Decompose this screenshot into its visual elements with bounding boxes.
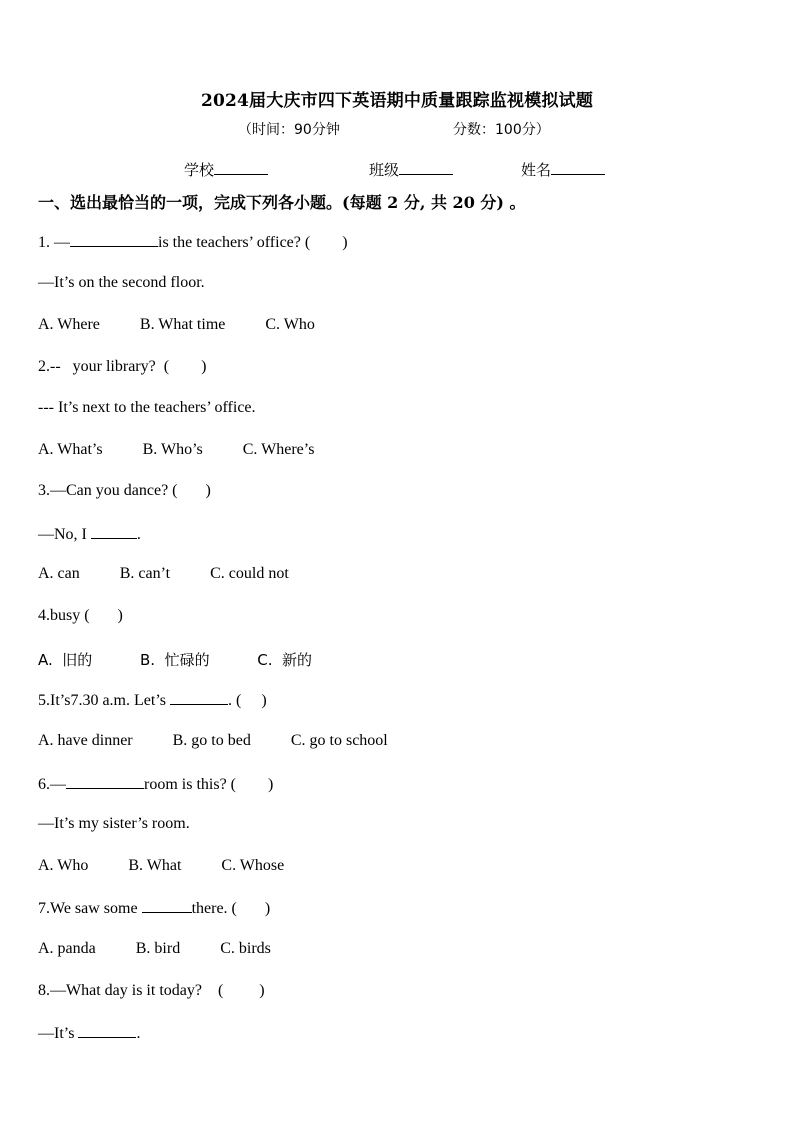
section-heading: 一、选出最恰当的一项，完成下列各小题。(每题 2 分, 共 20 分) 。 (38, 193, 526, 212)
question-5-prefix: 5.It’s7.30 a.m. Let’s (38, 692, 170, 709)
question-1-options: A. Where B. What time C. Who (38, 316, 315, 333)
school-label: 学校 (184, 161, 215, 179)
question-7-blank[interactable] (142, 898, 192, 913)
class-field (369, 159, 453, 180)
question-6-blank[interactable] (66, 774, 144, 789)
question-6-suffix: room is this? ( ) (144, 776, 274, 793)
exam-time: （时间：90分钟 (238, 122, 340, 138)
question-5-stem (38, 690, 267, 710)
question-8-stem: 8.—What day is it today? ( ) (38, 982, 265, 999)
question-5-blank[interactable] (170, 690, 228, 705)
question-3-answer-prefix: —No, I (38, 526, 91, 543)
page-title: 2024届大庆市四下英语期中质量跟踪监视模拟试题 (200, 91, 594, 111)
name-label: 姓名 (521, 161, 552, 179)
question-1-prefix: 1. — (38, 234, 70, 251)
question-7-prefix: 7.We saw some (38, 900, 142, 917)
question-3-answer (38, 524, 141, 544)
question-1-stem (38, 232, 348, 252)
question-3-options: A. can B. can’t C. could not (38, 565, 289, 582)
name-blank[interactable] (551, 160, 605, 175)
question-6-answer: —It’s my sister’s room. (38, 815, 190, 832)
question-3-stem: 3.—Can you dance? ( ) (38, 482, 211, 499)
question-8-answer (38, 1023, 140, 1043)
question-6-stem (38, 774, 273, 794)
question-3-answer-suffix: . (136, 526, 141, 543)
question-7-suffix: there. ( ) (191, 900, 271, 917)
question-4-stem: 4.busy ( ) (38, 607, 123, 624)
name-field (521, 159, 605, 180)
question-2-stem: 2.-- your library? ( ) (38, 358, 207, 375)
question-2-options: A. What’s B. Who’s C. Where’s (38, 441, 315, 458)
question-8-blank[interactable] (78, 1023, 136, 1038)
question-5-suffix: . ( ) (227, 692, 267, 709)
school-blank[interactable] (214, 160, 268, 175)
exam-score: 分数：100分） (453, 122, 550, 138)
question-6-options: A. Who B. What C. Whose (38, 857, 285, 874)
question-3-blank[interactable] (91, 524, 137, 539)
school-field (184, 159, 268, 180)
question-6-prefix: 6.— (38, 776, 66, 793)
question-5-options: A. have dinner B. go to bed C. go to school (38, 732, 388, 749)
question-4-options: A. 旧的 B. 忙碌的 C. 新的 (38, 651, 313, 669)
question-8-answer-prefix: —It’s (38, 1025, 79, 1042)
question-1-suffix: is the teachers’ office? ( ) (158, 234, 348, 251)
question-1-blank[interactable] (70, 232, 158, 247)
class-blank[interactable] (399, 160, 453, 175)
question-2-answer: --- It’s next to the teachers’ office. (38, 399, 256, 416)
question-8-answer-suffix: . (136, 1025, 141, 1042)
question-1-answer: —It’s on the second floor. (38, 274, 205, 291)
question-7-stem (38, 898, 270, 918)
class-label: 班级 (369, 161, 400, 179)
question-7-options: A. panda B. bird C. birds (38, 940, 271, 957)
